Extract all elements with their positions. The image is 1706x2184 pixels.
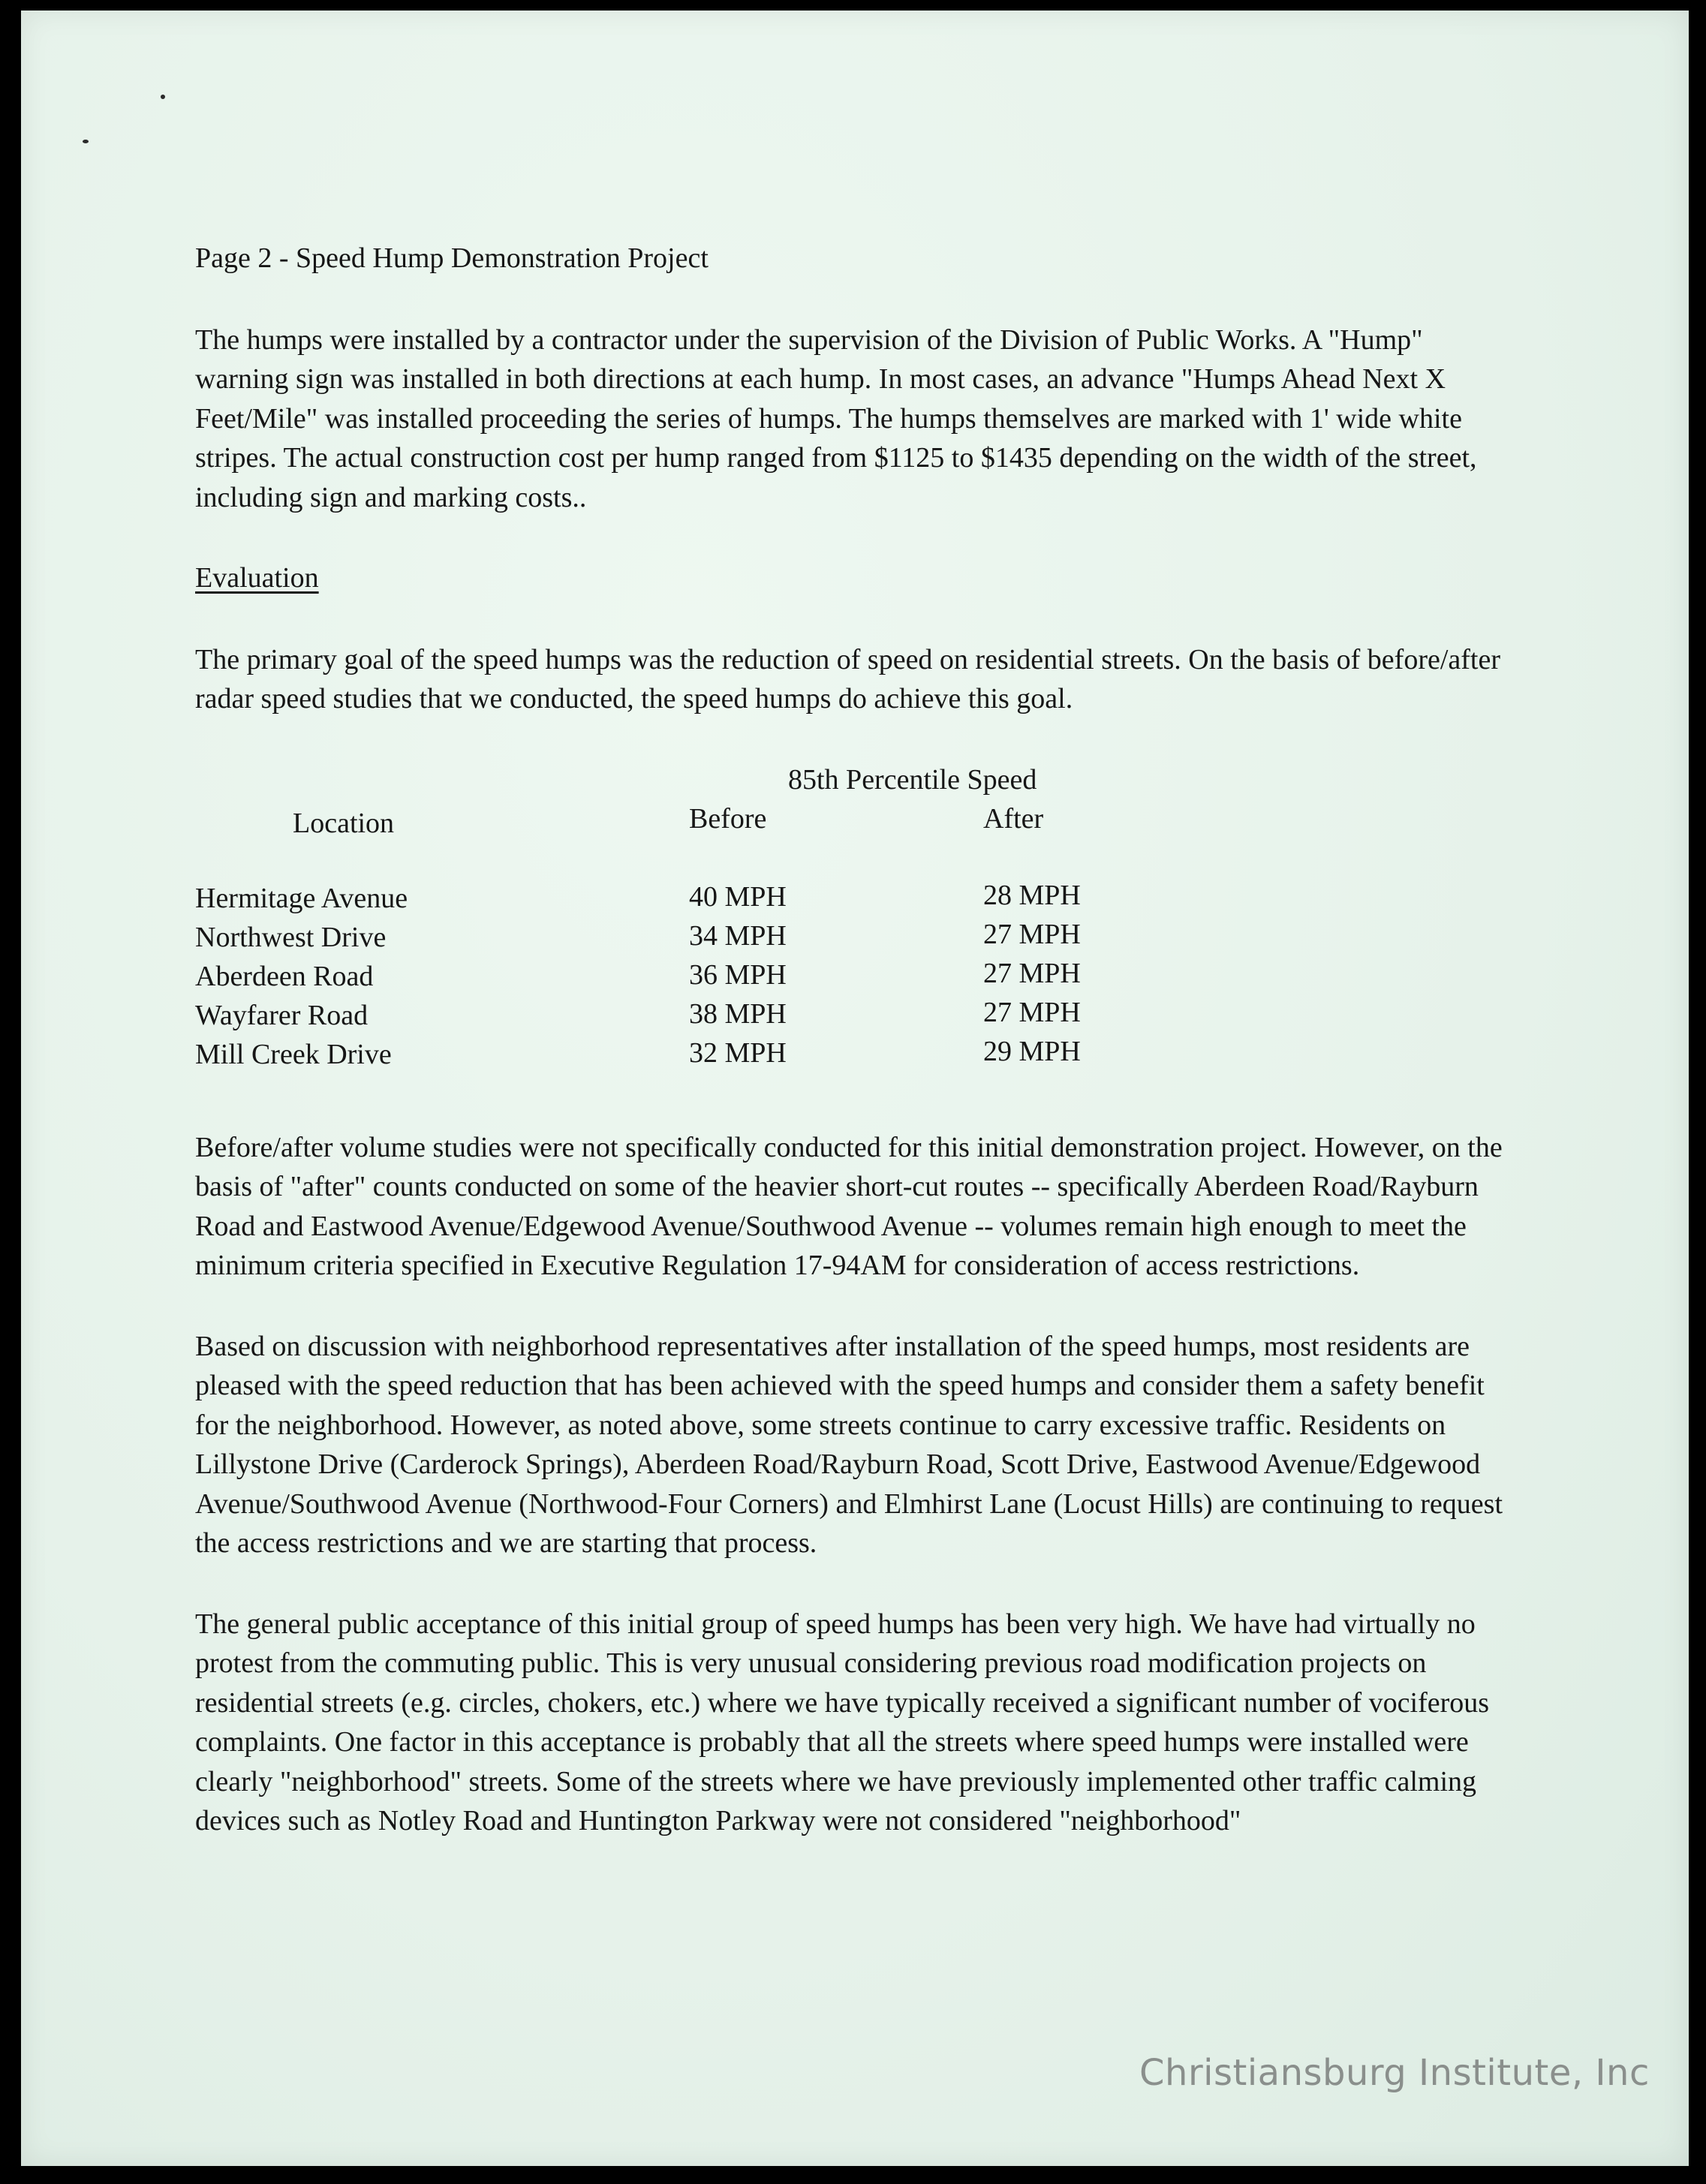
discussion-paragraph: Based on discussion with neighborhood representatives after installation of the speed humps, most residents are pleased with the speed reduction that has been achieved with the speed humps and consider them a safety benefit for the neighborhood. However, as noted above, some streets continue to carry excessive traffic. Residents on Lillystone Drive (Carderock Springs), Aberdeen Road/Rayburn Road, Scott Drive, Eastwood Avenue/Edgewood Avenue/Southwood Avenue (Northwood-Four Corners) and Elmhirst Lane (Locust Hills) are continuing to request the access restrictions and we are starting that process. bbox=[195, 1330, 1503, 1559]
table-row bbox=[195, 879, 1516, 918]
table-row bbox=[195, 1035, 1516, 1074]
after-speed-cell: 27 MPH bbox=[983, 996, 1081, 1028]
volume-paragraph: Before/after volume studies were not specifically conducted for this initial demonstration project. However, on the basis of "after" counts conducted on some of the heavier short-cut routes -- specifically Aberdeen Road/Rayburn Road and Eastwood Avenue/Edgewood Avenue/Southwood Avenue -- volumes remain high enough to meet the minimum criteria specified in Executive Regulation 17-94AM for consideration of access restrictions. bbox=[195, 1131, 1503, 1281]
before-speed-cell: 40 MPH bbox=[689, 880, 787, 913]
before-column-header: Before bbox=[689, 802, 767, 835]
before-speed-cell: 32 MPH bbox=[689, 1036, 787, 1069]
acceptance-paragraph: The general public acceptance of this initial group of speed humps has been very high. We have had virtually no protest from the commuting public. This is very unusual considering previous road modification projects on residential streets (e.g. circles, chokers, etc.) where we have typically received a significant number of vociferous complaints. One factor in this acceptance is probably that all the streets where speed humps were installed were clearly "neighborhood" streets. Some of the streets where we have previously implemented other traffic calming devices such as Notley Road and Huntington Parkway were not considered "neighborhood" bbox=[195, 1608, 1490, 1837]
paper-speck bbox=[161, 95, 165, 99]
document-page bbox=[21, 11, 1689, 2166]
after-speed-cell: 28 MPH bbox=[983, 879, 1081, 911]
document-body bbox=[195, 239, 1516, 1882]
location-column-header: Location bbox=[293, 807, 395, 839]
table-caption: 85th Percentile Speed bbox=[788, 763, 1037, 796]
location-cell: Mill Creek Drive bbox=[195, 1038, 392, 1070]
evaluation-paragraph: The primary goal of the speed humps was the reduction of speed on residential streets. On the basis of before/after radar speed studies that we conducted, the speed humps do achieve this goal. bbox=[195, 643, 1501, 714]
location-cell: Northwest Drive bbox=[195, 921, 387, 953]
after-speed-cell: 29 MPH bbox=[983, 1035, 1081, 1067]
evaluation-heading: Evaluation bbox=[195, 562, 319, 594]
intro-paragraph: The humps were installed by a contractor under the supervision of the Division of Public Works. A "Hump" warning sign was installed in both directions at each hump. In most cases, an advance "Humps Ahead Next X Feet/Mile" was installed proceeding the series of humps. The humps themselves are marked with 1' wide white stripes. The actual construction cost per hump ranged from $1125 to $1435 depending on the width of the street, including sign and marking costs.. bbox=[195, 323, 1477, 513]
speed-table bbox=[195, 760, 1516, 1113]
paper-speck bbox=[83, 140, 89, 143]
table-row bbox=[195, 957, 1516, 996]
location-cell: Aberdeen Road bbox=[195, 960, 374, 992]
before-speed-cell: 36 MPH bbox=[689, 958, 787, 991]
table-row bbox=[195, 996, 1516, 1035]
after-speed-cell: 27 MPH bbox=[983, 957, 1081, 989]
table-row bbox=[195, 918, 1516, 957]
before-speed-cell: 38 MPH bbox=[689, 997, 787, 1030]
location-cell: Wayfarer Road bbox=[195, 999, 369, 1031]
after-column-header: After bbox=[983, 802, 1044, 835]
watermark: Christiansburg Institute, Inc bbox=[1139, 2052, 1650, 2094]
page-header: Page 2 - Speed Hump Demonstration Project bbox=[195, 242, 709, 274]
table-rows bbox=[195, 879, 1516, 1074]
location-cell: Hermitage Avenue bbox=[195, 882, 408, 914]
after-speed-cell: 27 MPH bbox=[983, 918, 1081, 950]
before-speed-cell: 34 MPH bbox=[689, 919, 787, 952]
